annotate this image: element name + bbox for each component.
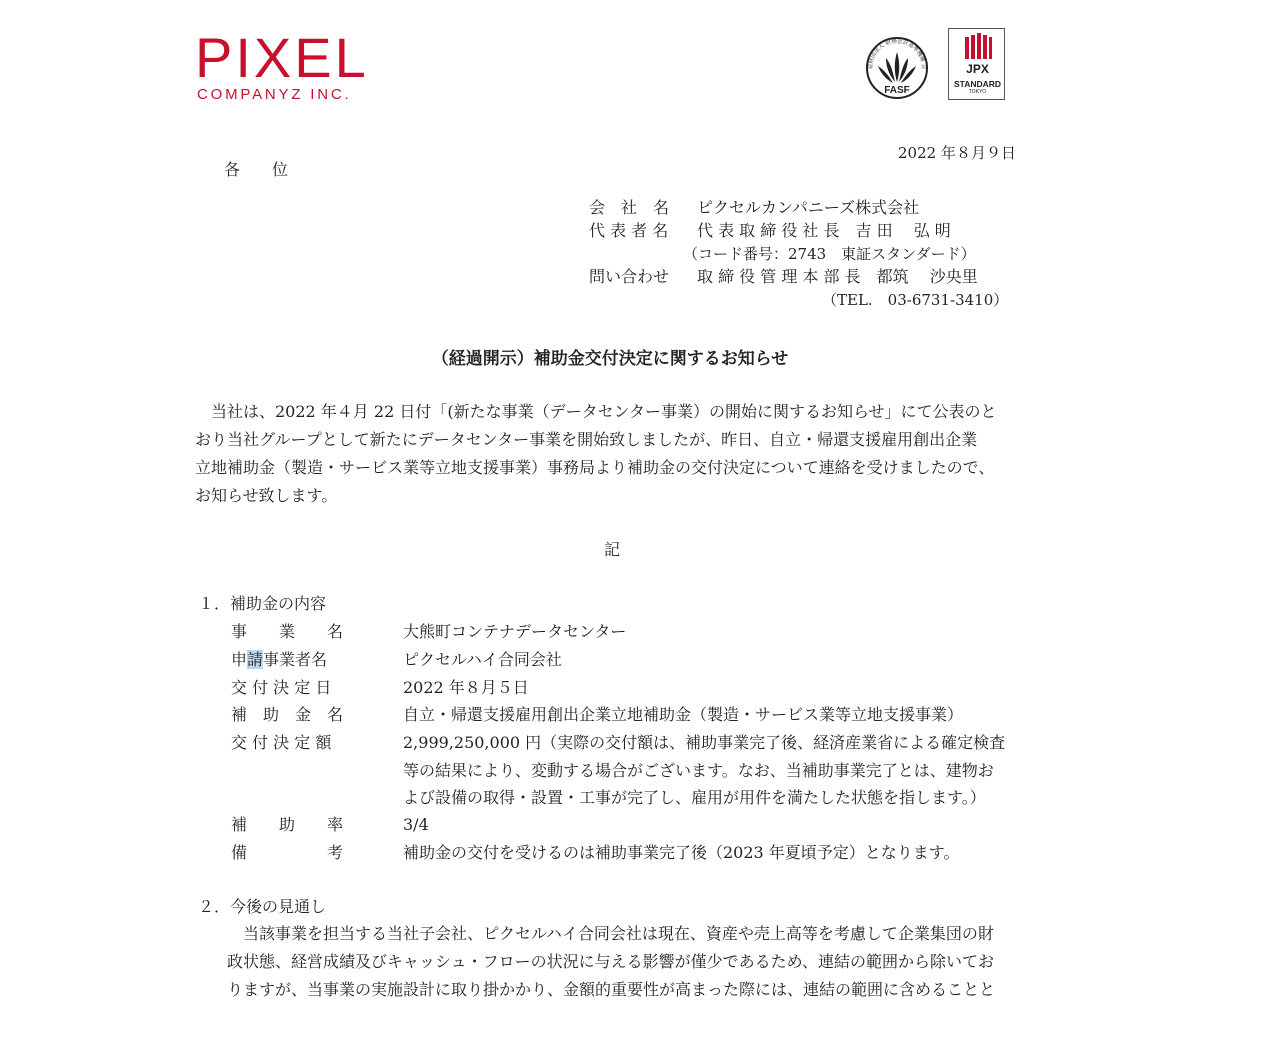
company-logo-wordmark: PIXEL <box>195 26 369 89</box>
row-value-applicant: ピクセルハイ合同会社 <box>403 650 562 669</box>
row-value-remarks: 補助金の交付を受けるのは補助事業完了後（2023 年夏頃予定）となります。 <box>403 843 960 862</box>
row-value-decision-amount-line-1: 2,999,250,000 円（実際の交付額は、補助事業完了後、経済産業省による確定検査 <box>403 733 1006 752</box>
row-label-decision-date: 交 付 決 定 日 <box>231 678 332 697</box>
section1-heading: １．補助金の内容 <box>198 594 327 613</box>
fasf-label: FASF <box>884 85 910 96</box>
representative-label: 代 表 者 名 <box>589 221 669 240</box>
row-value-decision-amount-line-2: 等の結果により、変動する場合がございます。なお、当補助事業完了とは、建物お <box>403 761 994 780</box>
selected-character[interactable]: 請 <box>247 650 264 669</box>
fasf-arc-text: 益財団法人 財務会計基準機構 会 <box>867 38 927 70</box>
fasf-badge-icon <box>864 30 930 100</box>
row-value-subsidy-rate: 3/4 <box>403 815 429 834</box>
company-name-value: ピクセルカンパニーズ株式会社 <box>697 198 920 217</box>
representative-value: 代 表 取 締 役 社 長 吉 田 弘 明 <box>697 221 951 240</box>
company-logo-subtitle: COMPANYZ INC. <box>197 86 352 103</box>
row-value-decision-date: 2022 年８月５日 <box>403 678 529 697</box>
row-value-subsidy-name: 自立・帰還支援雇用創出企業立地補助金（製造・サービス業等立地支援事業） <box>403 705 964 724</box>
intro-line-3: 立地補助金（製造・サービス業等立地支援事業）事務局より補助金の交付決定について連絡を受けましたので、 <box>195 458 995 477</box>
row-label-subsidy-rate: 補 助 率 <box>231 815 344 834</box>
row-value-project-name: 大熊町コンテナデータセンター <box>403 622 627 641</box>
intro-line-4: お知らせ致します。 <box>195 486 338 505</box>
jpx-standard-label: STANDARD <box>953 79 1002 89</box>
row-label-applicant-post: 事業者名 <box>263 650 328 669</box>
ki-marker: 記 <box>604 540 621 559</box>
contact-value: 取 締 役 管 理 本 部 長 都筑 沙央里 <box>697 267 978 286</box>
contact-tel: （TEL. 03-6731-3410） <box>822 291 1009 309</box>
document-title: （経過開示）補助金交付決定に関するお知らせ <box>431 349 789 369</box>
company-name-label: 会 社 名 <box>589 198 670 217</box>
section2-line-2: 政状態、経営成績及びキャッシュ・フローの状況に与える影響が僅少であるため、連結の範囲から除いてお <box>227 952 995 971</box>
section2-heading: ２．今後の見通し <box>198 897 327 916</box>
row-label-applicant-pre: 申 <box>231 650 248 669</box>
row-label-applicant <box>231 650 327 670</box>
section2-line-1: 当該事業を担当する当社子会社、ピクセルハイ合同会社は現在、資産や売上高等を考慮して企業集団の財 <box>243 924 994 943</box>
jpx-standard-badge <box>948 28 1005 100</box>
addressee: 各 位 <box>224 160 289 179</box>
jpx-bars-icon <box>949 29 1006 61</box>
jpx-label: JPX <box>966 62 989 76</box>
section2-line-3: りますが、当事業の実施設計に取り掛かかり、金額的重要性が高まった際には、連結の範囲に含めることと <box>227 980 996 999</box>
jpx-tokyo-label: TOKYO <box>968 89 987 95</box>
row-label-remarks: 備 考 <box>231 843 344 862</box>
row-label-decision-amount: 交 付 決 定 額 <box>231 733 332 752</box>
stock-code: （コード番号：2743 東証スタンダード） <box>683 245 976 263</box>
row-label-subsidy-name: 補 助 金 名 <box>231 705 344 724</box>
intro-line-1: 当社は、2022 年４月 22 日付「(新たな事業（データセンター事業）の開始に関するお知らせ」にて公表のと <box>211 402 997 421</box>
row-value-decision-amount-line-3: よび設備の取得・設置・工事が完了し、雇用が用件を満たした状態を指します。） <box>403 788 986 807</box>
row-label-project-name: 事 業 名 <box>231 622 344 641</box>
release-date: 2022 年８月９日 <box>898 144 1016 162</box>
intro-line-2: おり当社グループとして新たにデータセンター事業を開始致しましたが、昨日、自立・帰還支援雇用創出企業 <box>195 430 978 449</box>
contact-label: 問い合わせ <box>589 267 670 286</box>
